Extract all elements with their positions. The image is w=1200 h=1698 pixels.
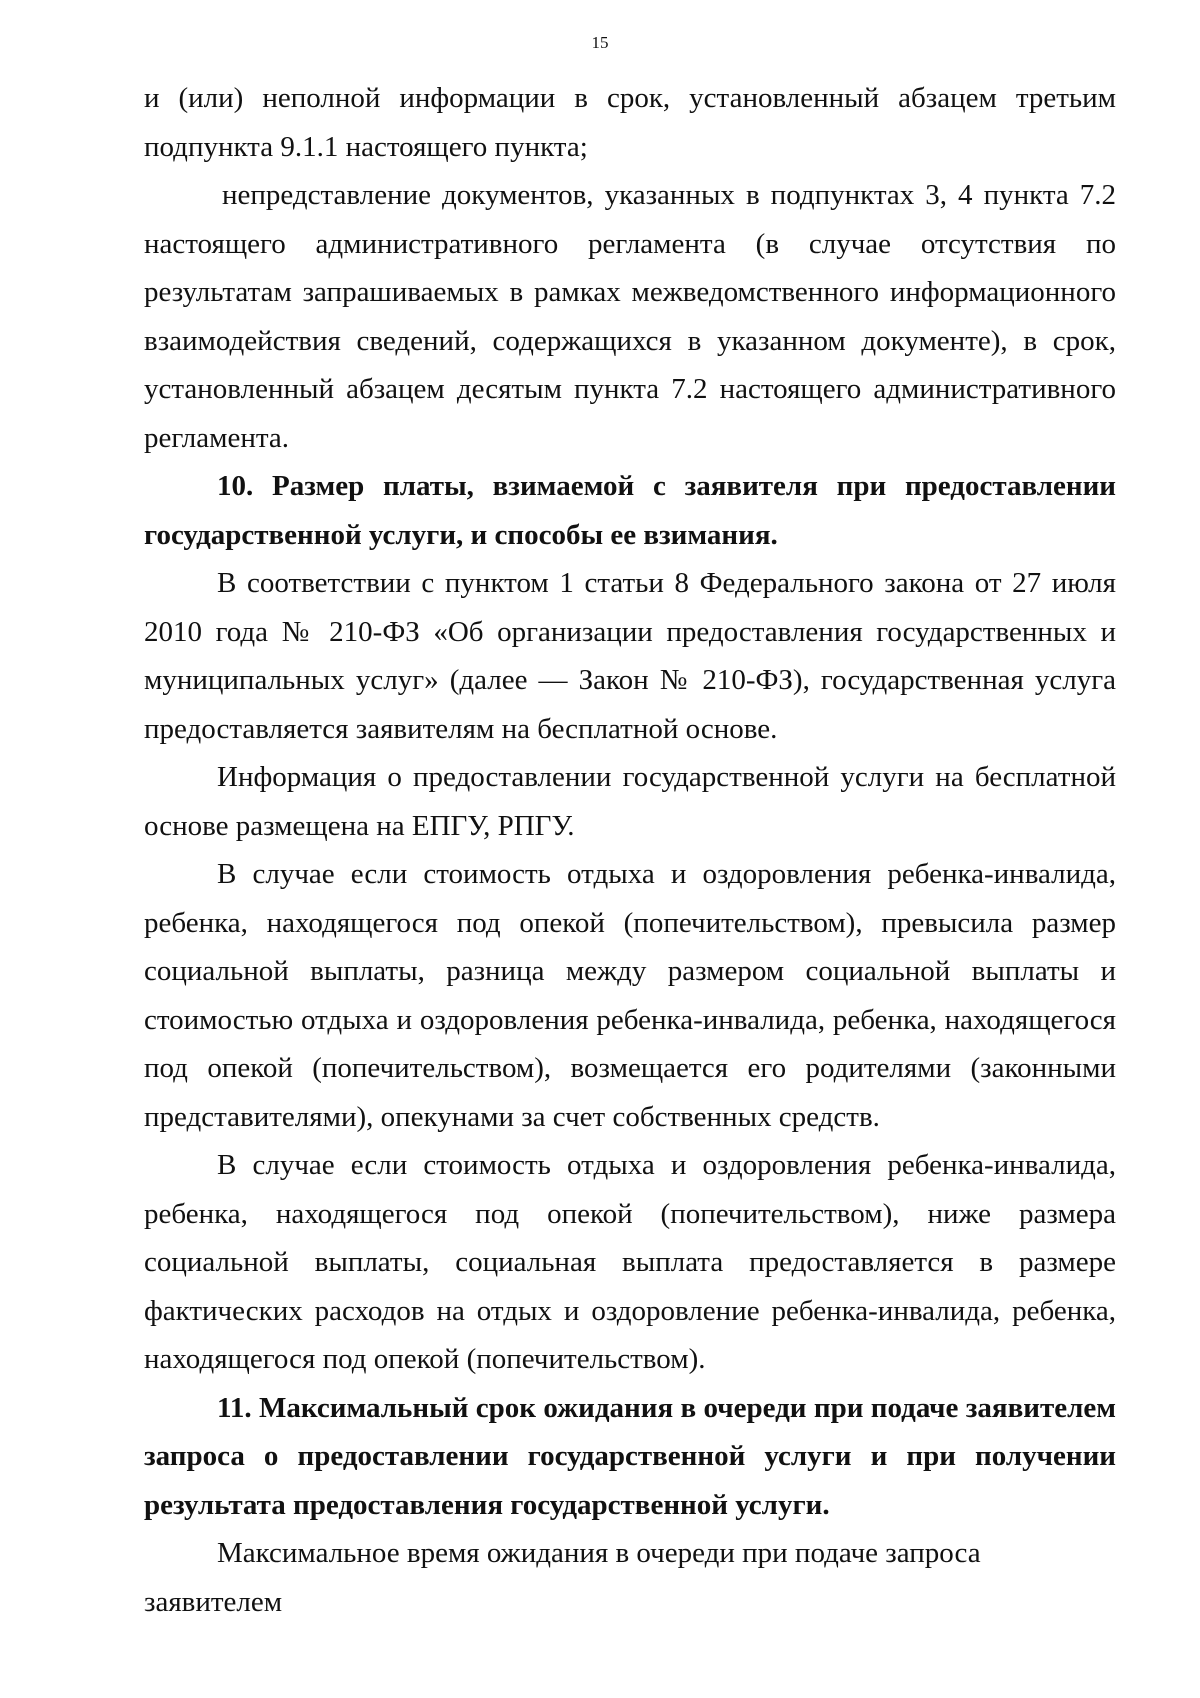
page-number: 15 <box>591 33 609 52</box>
section-heading-11: 11. Максимальный срок ожидания в очереди при подаче заявителем запроса о предоставлении государственной услуги и при получении результата предоставления государственной услуги. <box>144 1391 1116 1521</box>
paragraph-nonsubmission: непредставление документов, указанных в подпунктах 3, 4 пункта 7.2 настоящего административного регламента (в случае отсутствия по результатам запрашиваемых в рамках межведомственного информационного взаимодействия сведений, содержащихся в указанном документе), в срок, установленный абзацем десятым пункта 7.2 настоящего административного регламента. <box>144 179 1116 454</box>
paragraph-info-placement: Информация о предоставлении государственной услуги на бесплатной основе размещена на ЕПГУ, РПГУ. <box>144 761 1116 842</box>
section-heading-10: 10. Размер платы, взимаемой с заявителя при предоставлении государственной услуги, и способы ее взимания. <box>144 470 1116 551</box>
document-body <box>144 74 1116 1626</box>
paragraph-continuation: и (или) неполной информации в срок, установленный абзацем третьим подпункта 9.1.1 настоящего пункта; <box>144 82 1116 163</box>
paragraph-cost-exceeds: В случае если стоимость отдыха и оздоровления ребенка-инвалида, ребенка, находящегося под опекой (попечительством), превысила размер социальной выплаты, разница между размером социальной выплаты и стоимостью отдыха и оздоровления ребенка-инвалида, ребенка, находящегося под опекой (попечительством), возмещается его родителями (законными представителями), опекунами за счет собственных средств. <box>144 858 1116 1133</box>
paragraph-max-wait: Максимальное время ожидания в очереди при подаче запроса заявителем <box>144 1537 981 1618</box>
paragraph-free-service: В соответствии с пунктом 1 статьи 8 Федерального закона от 27 июля 2010 года № 210-ФЗ «Об организации предоставления государственных и муниципальных услуг» (далее — Закон № 210-ФЗ), государственная услуга предоставляется заявителям на бесплатной основе. <box>144 567 1116 745</box>
paragraph-cost-below: В случае если стоимость отдыха и оздоровления ребенка-инвалида, ребенка, находящегося под опекой (попечительством), ниже размера социальной выплаты, социальная выплата предоставляется в размере фактических расходов на отдых и оздоровление ребенка-инвалида, ребенка, находящегося под опекой (попечительством). <box>144 1149 1116 1375</box>
